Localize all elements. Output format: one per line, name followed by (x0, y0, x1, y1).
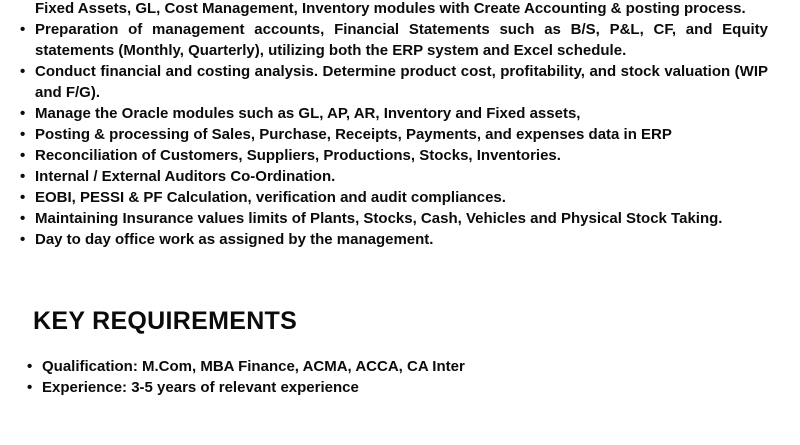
bullet-icon: • (20, 231, 26, 248)
responsibility-item (20, 124, 768, 145)
bullet-icon: • (20, 105, 26, 122)
responsibility-continued-text: Fixed Assets, GL, Cost Management, Inventory modules with Create Accounting & posting process. (35, 0, 746, 17)
responsibility-continued-item (20, 0, 768, 19)
responsibility-text: Preparation of management accounts, Financial Statements such as B/S, P&L, CF, and Equity statements (Monthly, Quarterly), utilizing both the ERP system and Excel schedule. (35, 21, 768, 59)
requirements-list (27, 356, 627, 398)
responsibility-item (20, 229, 768, 250)
bullet-icon: • (27, 358, 33, 375)
bullet-icon: • (20, 21, 26, 38)
responsibilities-list (20, 0, 768, 250)
bullet-icon: • (20, 63, 26, 80)
requirement-item (27, 356, 627, 377)
responsibility-item (20, 19, 768, 61)
bullet-icon: • (20, 168, 26, 185)
responsibility-text: Conduct financial and costing analysis. Determine product cost, profitability, and stock valuation (WIP and F/G). (35, 63, 768, 101)
requirement-item (27, 377, 627, 398)
bullet-icon: • (20, 147, 26, 164)
responsibility-text: Posting & processing of Sales, Purchase, Receipts, Payments, and expenses data in ERP (35, 126, 672, 143)
responsibility-text: Maintaining Insurance values limits of Plants, Stocks, Cash, Vehicles and Physical Stock Taking. (35, 210, 723, 227)
responsibility-text: EOBI, PESSI & PF Calculation, verification and audit compliances. (35, 189, 506, 206)
responsibility-text: Day to day office work as assigned by the management. (35, 231, 434, 248)
bullet-icon: • (20, 126, 26, 143)
bullet-icon: • (20, 189, 26, 206)
responsibility-text: Internal / External Auditors Co-Ordination. (35, 168, 336, 185)
responsibility-item (20, 166, 768, 187)
bullet-icon: • (20, 210, 26, 227)
responsibility-item (20, 145, 768, 166)
responsibility-item (20, 208, 768, 229)
bullet-icon: • (27, 379, 33, 396)
responsibility-text: Manage the Oracle modules such as GL, AP, AR, Inventory and Fixed assets, (35, 105, 581, 122)
responsibility-text: Reconciliation of Customers, Suppliers, Productions, Stocks, Inventories. (35, 147, 561, 164)
key-requirements-heading: KEY REQUIREMENTS (33, 307, 298, 335)
responsibility-item (20, 103, 768, 124)
responsibility-item (20, 187, 768, 208)
requirement-text: Qualification: M.Com, MBA Finance, ACMA, ACCA, CA Inter (42, 358, 465, 375)
responsibility-item (20, 61, 768, 103)
requirement-text: Experience: 3-5 years of relevant experience (42, 379, 359, 396)
